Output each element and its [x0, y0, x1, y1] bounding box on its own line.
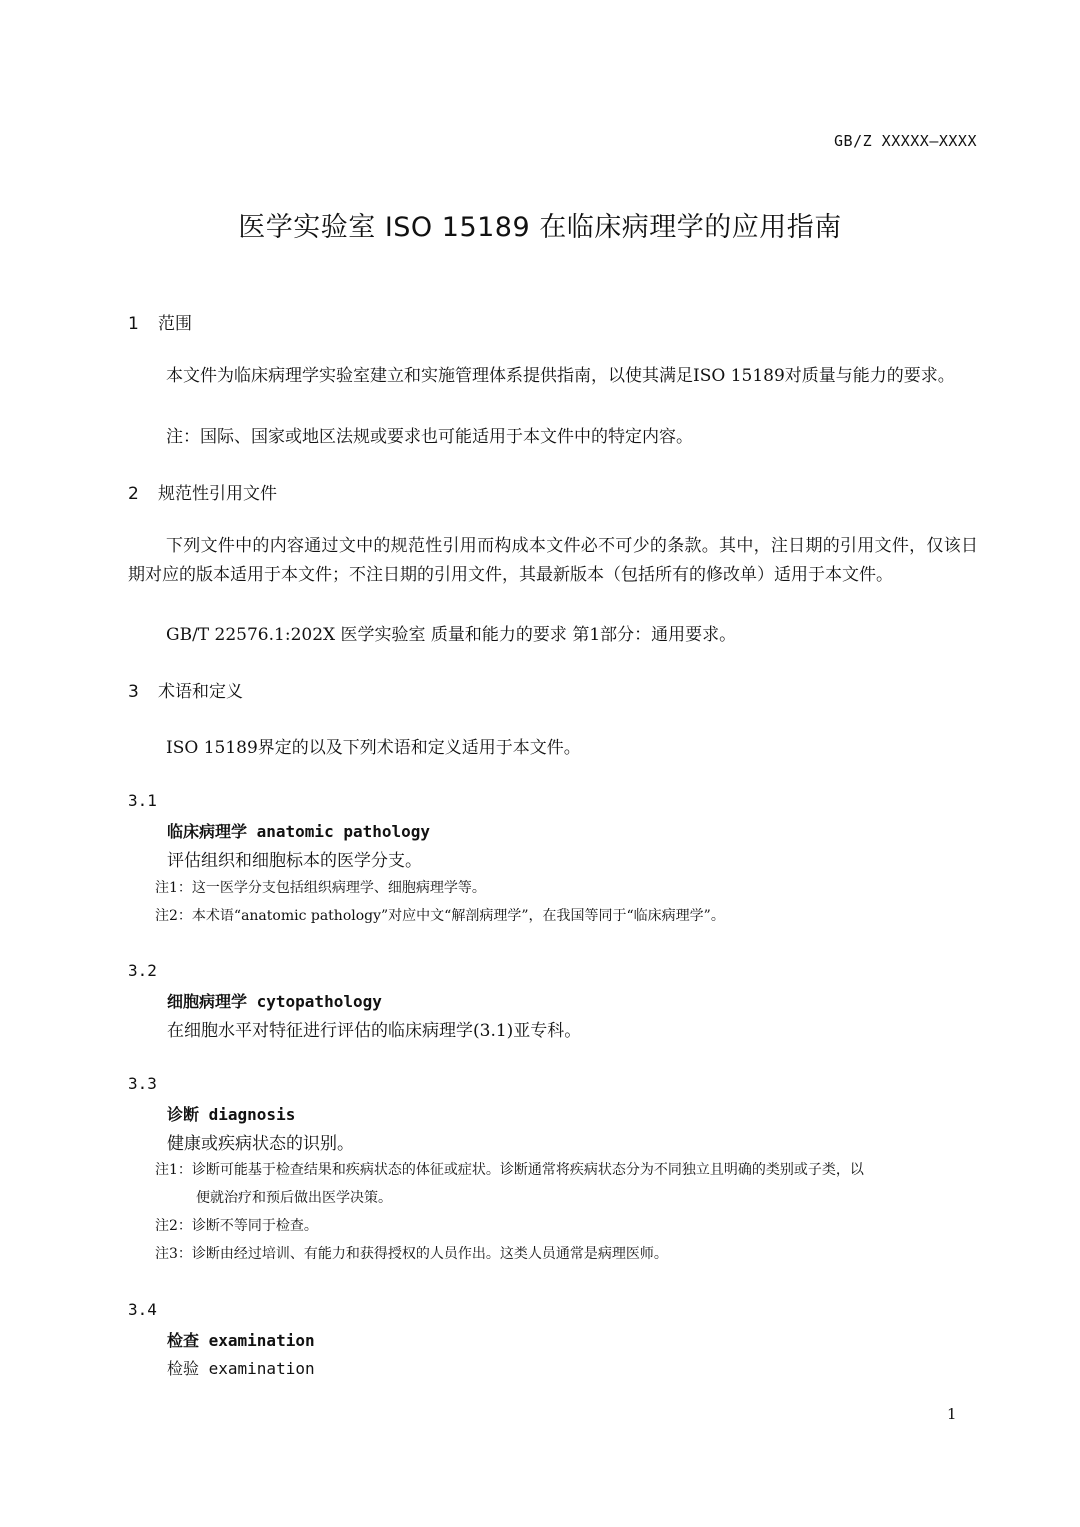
term-definition: 评估组织和细胞标本的医学分支。 — [167, 851, 422, 871]
term-title: 诊断 diagnosis — [167, 1105, 296, 1124]
section-1-paragraph: 本文件为临床病理学实验室建立和实施管理体系提供指南，以使其满足ISO 15189对质量与能力的要求。 — [166, 366, 955, 386]
term-note: 注1：这一医学分支包括组织病理学、细胞病理学等。 — [155, 880, 486, 896]
term-number: 3.2 — [128, 961, 157, 980]
normative-reference: GB/T 22576.1:202X 医学实验室 质量和能力的要求 第1部分：通用要求。 — [166, 625, 737, 645]
section-number: 3 — [128, 682, 139, 702]
section-title: 范围 — [158, 314, 192, 334]
section-1-note: 注：国际、国家或地区法规或要求也可能适用于本文件中的特定内容。 — [166, 427, 693, 447]
section-number: 2 — [128, 484, 139, 504]
page-number: 1 — [947, 1405, 957, 1423]
term-definition: 在细胞水平对特征进行评估的临床病理学(3.1)亚专科。 — [167, 1021, 582, 1041]
section-heading-3 — [128, 677, 243, 702]
term-admitted: 检验 examination — [167, 1359, 315, 1378]
term-note: 注3：诊断由经过培训、有能力和获得授权的人员作出。这类人员通常是病理医师。 — [155, 1246, 668, 1262]
section-heading-2 — [128, 479, 277, 504]
term-definition: 健康或疾病状态的识别。 — [167, 1134, 354, 1154]
term-note-continuation: 便就治疗和预后做出医学决策。 — [196, 1190, 392, 1206]
section-title: 规范性引用文件 — [158, 484, 277, 504]
term-number: 3.1 — [128, 791, 157, 810]
section-2-paragraph: 下列文件中的内容通过文中的规范性引用而构成本文件必不可少的条款。其中，注日期的引用文件，仅该日期对应的版本适用于本文件；不注日期的引用文件，其最新版本（包括所有的修改单）适用于本文件。 — [128, 536, 978, 585]
section-3-paragraph: ISO 15189界定的以及下列术语和定义适用于本文件。 — [166, 738, 581, 758]
term-number: 3.4 — [128, 1300, 157, 1319]
section-title: 术语和定义 — [158, 682, 243, 702]
document-code: GB/Z XXXXX—XXXX — [834, 132, 977, 150]
section-number: 1 — [128, 314, 139, 334]
term-number: 3.3 — [128, 1074, 157, 1093]
term-title: 细胞病理学 cytopathology — [167, 992, 382, 1011]
term-note: 注2：本术语“anatomic pathology”对应中文“解剖病理学”，在我国等同于“临床病理学”。 — [155, 908, 725, 924]
term-note: 注2：诊断不等同于检查。 — [155, 1218, 318, 1234]
term-note: 注1：诊断可能基于检查结果和疾病状态的体征或症状。诊断通常将疾病状态分为不同独立且明确的类别或子类，以 — [155, 1162, 864, 1178]
term-title: 检查 examination — [167, 1331, 315, 1350]
page-title: 医学实验室 ISO 15189 在临床病理学的应用指南 — [238, 212, 842, 243]
term-title: 临床病理学 anatomic pathology — [167, 822, 431, 841]
section-heading-1 — [128, 309, 192, 334]
